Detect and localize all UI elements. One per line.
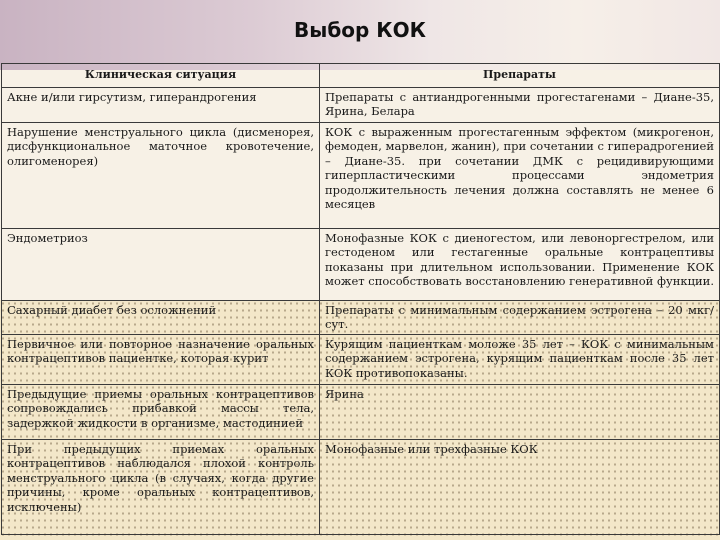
table-row: [2, 384, 720, 439]
slide-title: Выбор КОК: [293, 18, 426, 42]
situation-cell: Нарушение менструального цикла (дисменорея, дисфункциональное маточное кровотечение, олигоменорея): [2, 122, 320, 228]
drugs-cell: Монофазные КОК с диеногестом, или левоноргестрелом, или гестоденом или гестагенные оральные контрацептивы показаны при длительном использовании. Применение КОК может способствовать восстановлению генеративной функции.: [320, 228, 720, 300]
table-row: [2, 228, 720, 300]
table-row: [2, 334, 720, 384]
table-row: [2, 300, 720, 334]
drugs-cell: Препараты с антиандрогенными прогестагенами – Диане-35, Ярина, Белара: [320, 87, 720, 122]
drugs-cell: КОК с выраженным прогестагенным эффектом (микрогенон, фемоден, марвелон, жанин), при сочетании с гиперадрогенией – Диане-35. при сочетании ДМК с рецидивирующими гиперпластическими процессами эндометрия продолжительность лечения должна составлять не менее 6 месяцев: [320, 122, 720, 228]
situation-cell: Первичное или повторное назначение оральных контрацептивов пациентке, которая курит: [2, 334, 320, 384]
contraceptive-selection-table: [1, 63, 720, 535]
table-row: [2, 87, 720, 122]
drugs-cell: Монофазные или трехфазные КОК: [320, 439, 720, 534]
header-clinical-situation: Клиническая ситуация: [2, 64, 320, 88]
table-header-row: [2, 64, 720, 88]
drugs-cell: Курящим пациенткам моложе 35 лет – КОК с минимальным содержанием эстрогена, курящим пациенткам после 35 лет КОК противопоказаны.: [320, 334, 720, 384]
drugs-cell: Ярина: [320, 384, 720, 439]
situation-cell: Предыдущие приемы оральных контрацептивов сопровождались прибавкой массы тела, задержкой жидкости в организме, мастодинией: [2, 384, 320, 439]
situation-cell: Сахарный диабет без осложнений: [2, 300, 320, 334]
header-drugs: Препараты: [320, 64, 720, 88]
drugs-cell: Препараты с минимальным содержанием эстрогена – 20 мкг/сут.: [320, 300, 720, 334]
situation-cell: Эндометриоз: [2, 228, 320, 300]
situation-cell: Акне и/или гирсутизм, гиперандрогения: [2, 87, 320, 122]
table-row: [2, 439, 720, 534]
table-row: [2, 122, 720, 228]
situation-cell: При предыдущих приемах оральных контрацептивов наблюдался плохой контроль менструального цикла (в случаях, когда другие причины, кроме оральных контрацептивов, исключены): [2, 439, 320, 534]
